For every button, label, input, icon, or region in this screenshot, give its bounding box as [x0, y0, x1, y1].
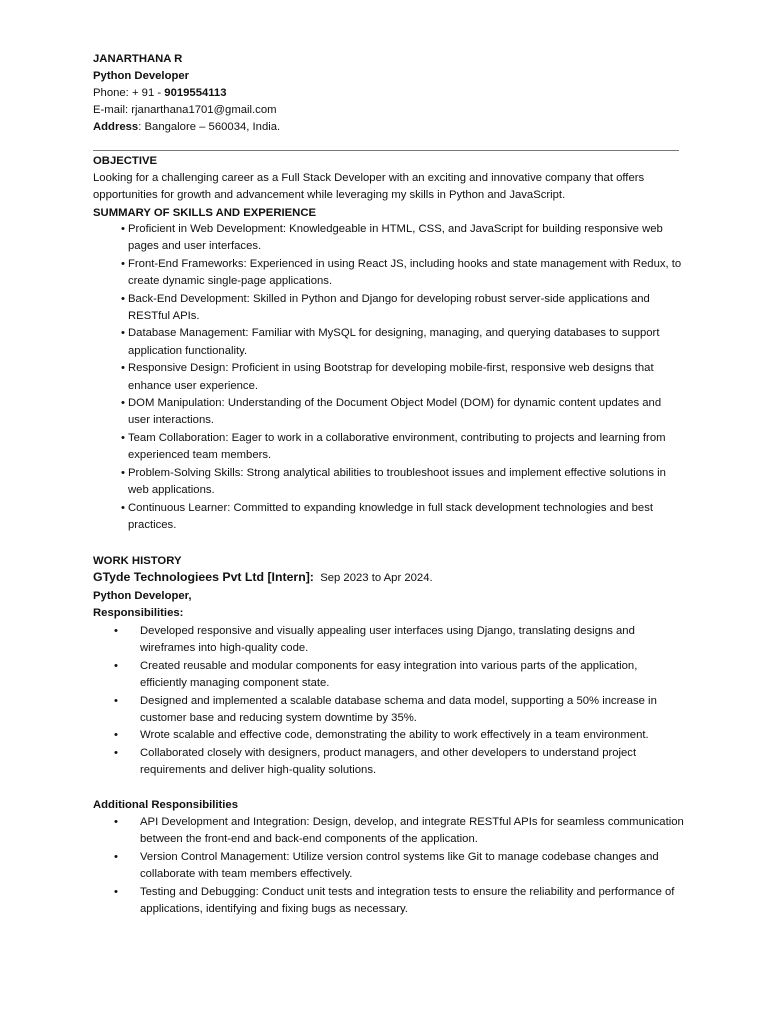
list-item: • Testing and Debugging: Conduct unit tests and integration tests to ensure the reliability and performance of applications, identifying and fixing bugs as necessary.: [114, 885, 675, 916]
list-item: • Wrote scalable and effective code, demonstrating the ability to work effectively in a team environment.: [140, 727, 685, 744]
list-item: • Responsive Design: Proficient in using Bootstrap for developing mobile-first, responsive web designs that enhance user experience.: [121, 362, 654, 392]
bullet-icon: •: [114, 729, 118, 742]
role-title: Python Developer,: [93, 590, 192, 602]
list-item: • Version Control Management: Utilize version control systems like Git to manage codebase changes and collaborate with team members effectively.: [114, 850, 659, 881]
bullet-icon: •: [114, 625, 118, 637]
additional-responsibilities-list: [114, 814, 685, 918]
list-item: • Front-End Frameworks: Experienced in using React JS, including hooks and state management with Redux, to create dynamic single-page applications.: [121, 257, 682, 288]
employment-dates: Sep 2023 to Apr 2024.: [320, 572, 433, 584]
list-item: • Collaborated closely with designers, product managers, and other developers to understand project requirements and deliver high-quality solutions.: [114, 746, 637, 777]
list-item: • Database Management: Familiar with MySQL for designing, managing, and querying databases to support application functionality.: [121, 327, 660, 357]
objective-text: Looking for a challenging career as a Full Stack Developer with an exciting and innovative company that offers opportunities for growth and advancement while leveraging my skills in Python and JavaScript.: [93, 172, 645, 202]
list-item: • Designed and implemented a scalable database schema and data model, supporting a 50% increase in customer base and reducing system downtime by 35%.: [114, 694, 657, 725]
company-name: GTyde Technologiees Pvt Ltd [Intern]:: [93, 570, 314, 584]
bullet-icon: •: [114, 659, 118, 672]
work-history-heading: WORK HISTORY: [93, 555, 182, 567]
bullet-icon: •: [114, 746, 118, 759]
list-item: • Proficient in Web Development: Knowledgeable in HTML, CSS, and JavaScript for building responsive web pages and user interfaces.: [121, 223, 663, 253]
candidate-name: JANARTHANA R: [93, 53, 183, 65]
bullet-icon: •: [121, 397, 125, 410]
responsibilities-list: [114, 623, 685, 780]
bullet-icon: •: [121, 501, 125, 514]
bullet-icon: •: [121, 327, 125, 340]
email-line: E-mail: rjanarthana1701@gmail.com: [93, 104, 277, 116]
candidate-title: Python Developer: [93, 70, 190, 82]
bullet-icon: •: [114, 694, 118, 707]
objective-heading: OBJECTIVE: [93, 155, 158, 167]
responsibilities-heading: Responsibilities:: [93, 607, 184, 619]
address-line: [93, 119, 280, 136]
additional-responsibilities-heading: Additional Responsibilities: [93, 799, 238, 811]
company-line: [93, 569, 433, 587]
list-item: • Created reusable and modular components for easy integration into various parts of the application, efficiently managing component state.: [114, 659, 638, 690]
list-item: • API Development and Integration: Design, develop, and integrate RESTful APIs for seamless communication between the front-end and back-end components of the application.: [114, 816, 684, 846]
bullet-icon: •: [114, 885, 118, 898]
bullet-icon: •: [121, 223, 125, 235]
address-label: Address: [93, 121, 139, 133]
bullet-icon: •: [121, 466, 125, 479]
summary-heading: SUMMARY OF SKILLS AND EXPERIENCE: [93, 207, 317, 219]
bullet-icon: •: [114, 850, 118, 863]
list-item: • Developed responsive and visually appealing user interfaces using Django, translating designs and wireframes into high-quality code.: [114, 625, 635, 655]
list-item: • Back-End Development: Skilled in Python and Django for developing robust server-side applications and RESTful APIs.: [121, 292, 650, 323]
section-divider: [93, 150, 679, 151]
list-item: • DOM Manipulation: Understanding of the Document Object Model (DOM) for dynamic content updates and user interactions.: [121, 397, 662, 427]
list-item: • Problem-Solving Skills: Strong analytical abilities to troubleshoot issues and implement effective solutions in web applications.: [121, 466, 666, 497]
phone-label: Phone: + 91 -: [93, 87, 165, 99]
bullet-icon: •: [121, 292, 125, 305]
bullet-icon: •: [121, 257, 125, 270]
skills-list: [121, 221, 684, 534]
bullet-icon: •: [121, 431, 125, 444]
phone-line: [93, 85, 227, 102]
list-item: • Continuous Learner: Committed to expanding knowledge in full stack development technologies and best practices.: [121, 501, 654, 531]
bullet-icon: •: [121, 362, 125, 375]
list-item: • Team Collaboration: Eager to work in a collaborative environment, contributing to projects and learning from experienced team members.: [121, 431, 666, 462]
bullet-icon: •: [114, 816, 118, 828]
address-value: : Bangalore – 560034, India.: [138, 121, 281, 133]
phone-number: 9019554113: [164, 87, 227, 99]
